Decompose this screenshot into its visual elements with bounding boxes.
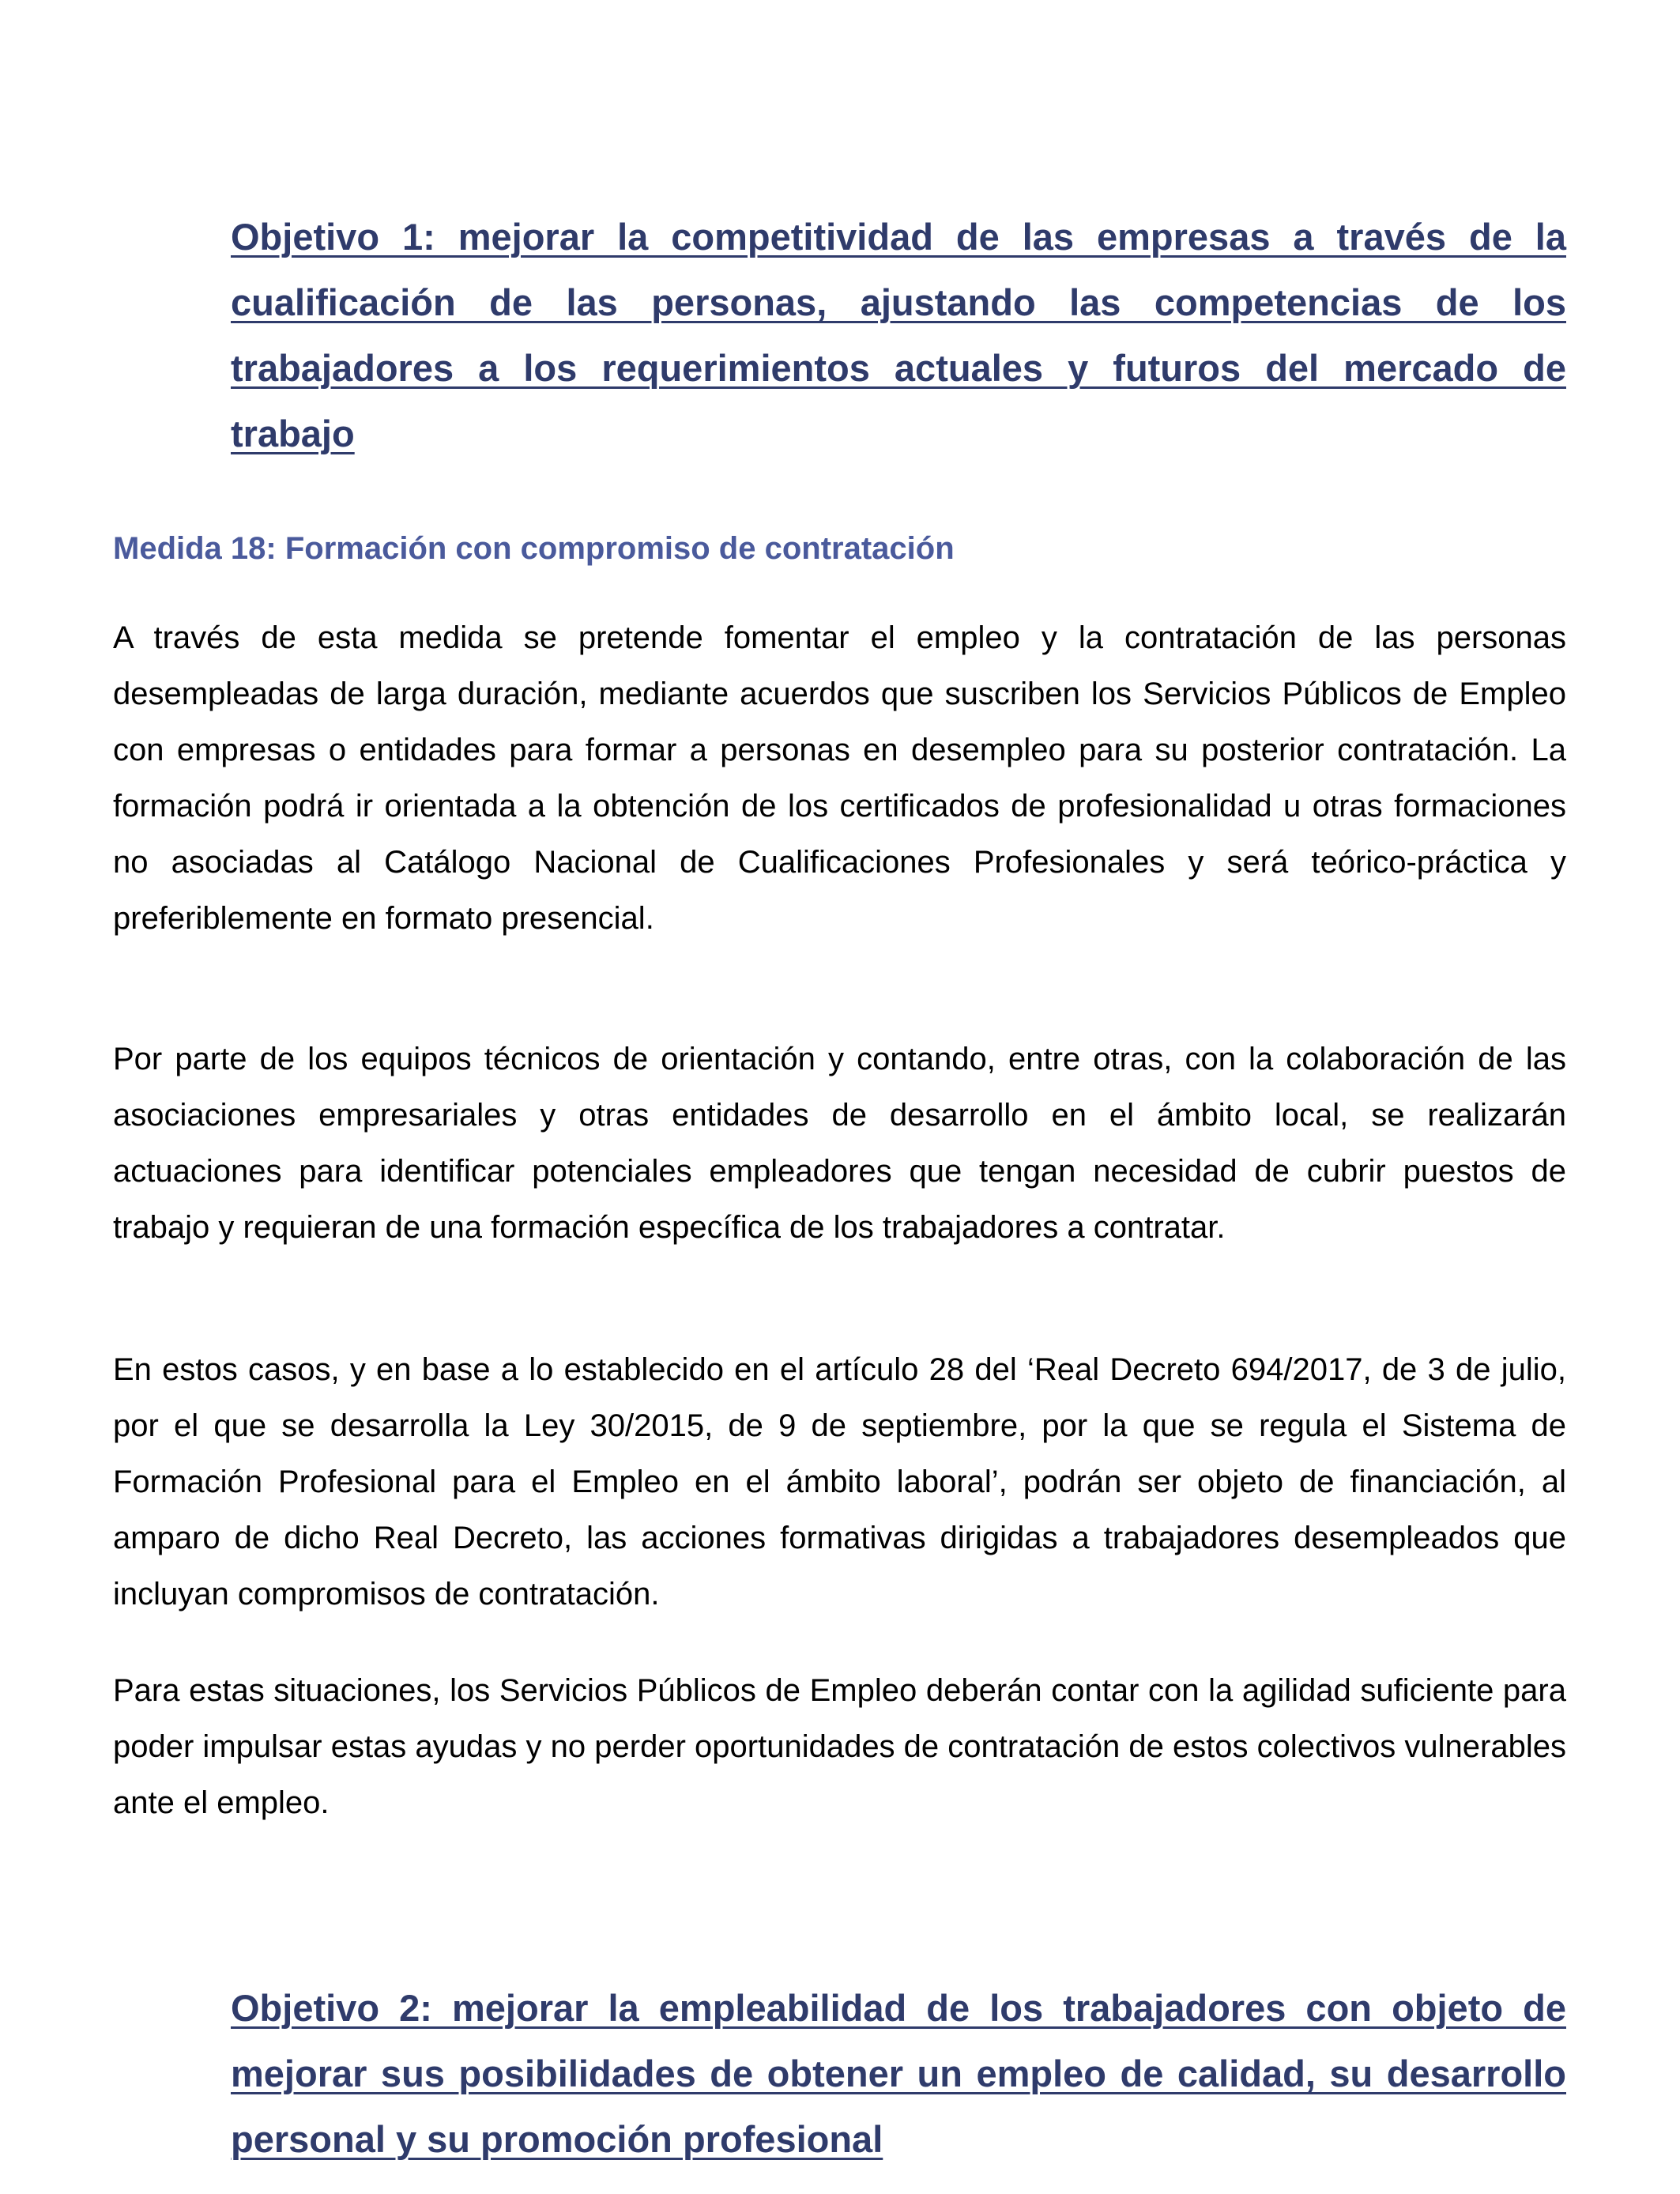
paragraph-4: Para estas situaciones, los Servicios Públicos de Empleo deberán contar con la agilidad suficiente para poder impulsar estas ayudas y no perder oportunidades de contratación de estos colectivos vulnerables ante el empleo. <box>113 1673 1566 1820</box>
paragraph-3: En estos casos, y en base a lo establecido en el artículo 28 del ‘Real Decreto 694/2017, de 3 de julio, por el que se desarrolla la Ley 30/2015, de 9 de septiembre, por la que se regula el Sistema de Formación Profesional para el Empleo en el ámbito laboral’, podrán ser objeto de financiación, al amparo de dicho Real Decreto, las acciones formativas dirigidas a trabajadores desempleados que incluyan compromisos de contratación. <box>113 1352 1566 1612</box>
measure-18-heading: Medida 18: Formación con compromiso de contratación <box>113 531 955 566</box>
objective-2-heading: Objetivo 2: mejorar la empleabilidad de los trabajadores con objeto de mejorar sus posibilidades de obtener un empleo de calidad, su desarrollo personal y su promoción profesional <box>231 1987 1566 2160</box>
paragraph-1: A través de esta medida se pretende fomentar el empleo y la contratación de las personas desempleadas de larga duración, mediante acuerdos que suscriben los Servicios Públicos de Empleo con empresas o entidades para formar a personas en desempleo para su posterior contratación. La formación podrá ir orientada a la obtención de los certificados de profesionalidad u otras formaciones no asociadas al Catálogo Nacional de Cualificaciones Profesionales y será teórico-práctica y preferiblemente en formato presencial. <box>113 620 1566 936</box>
paragraph-2: Por parte de los equipos técnicos de orientación y contando, entre otras, con la colaboración de las asociaciones empresariales y otras entidades de desarrollo en el ámbito local, se realizarán actuaciones para identificar potenciales empleadores que tengan necesidad de cubrir puestos de trabajo y requieran de una formación específica de los trabajadores a contratar. <box>113 1042 1566 1245</box>
objective-1-heading: Objetivo 1: mejorar la competitividad de las empresas a través de la cualificación de las personas, ajustando las competencias de los trabajadores a los requerimientos actuales y futuros del mercado de trabajo <box>231 216 1566 454</box>
